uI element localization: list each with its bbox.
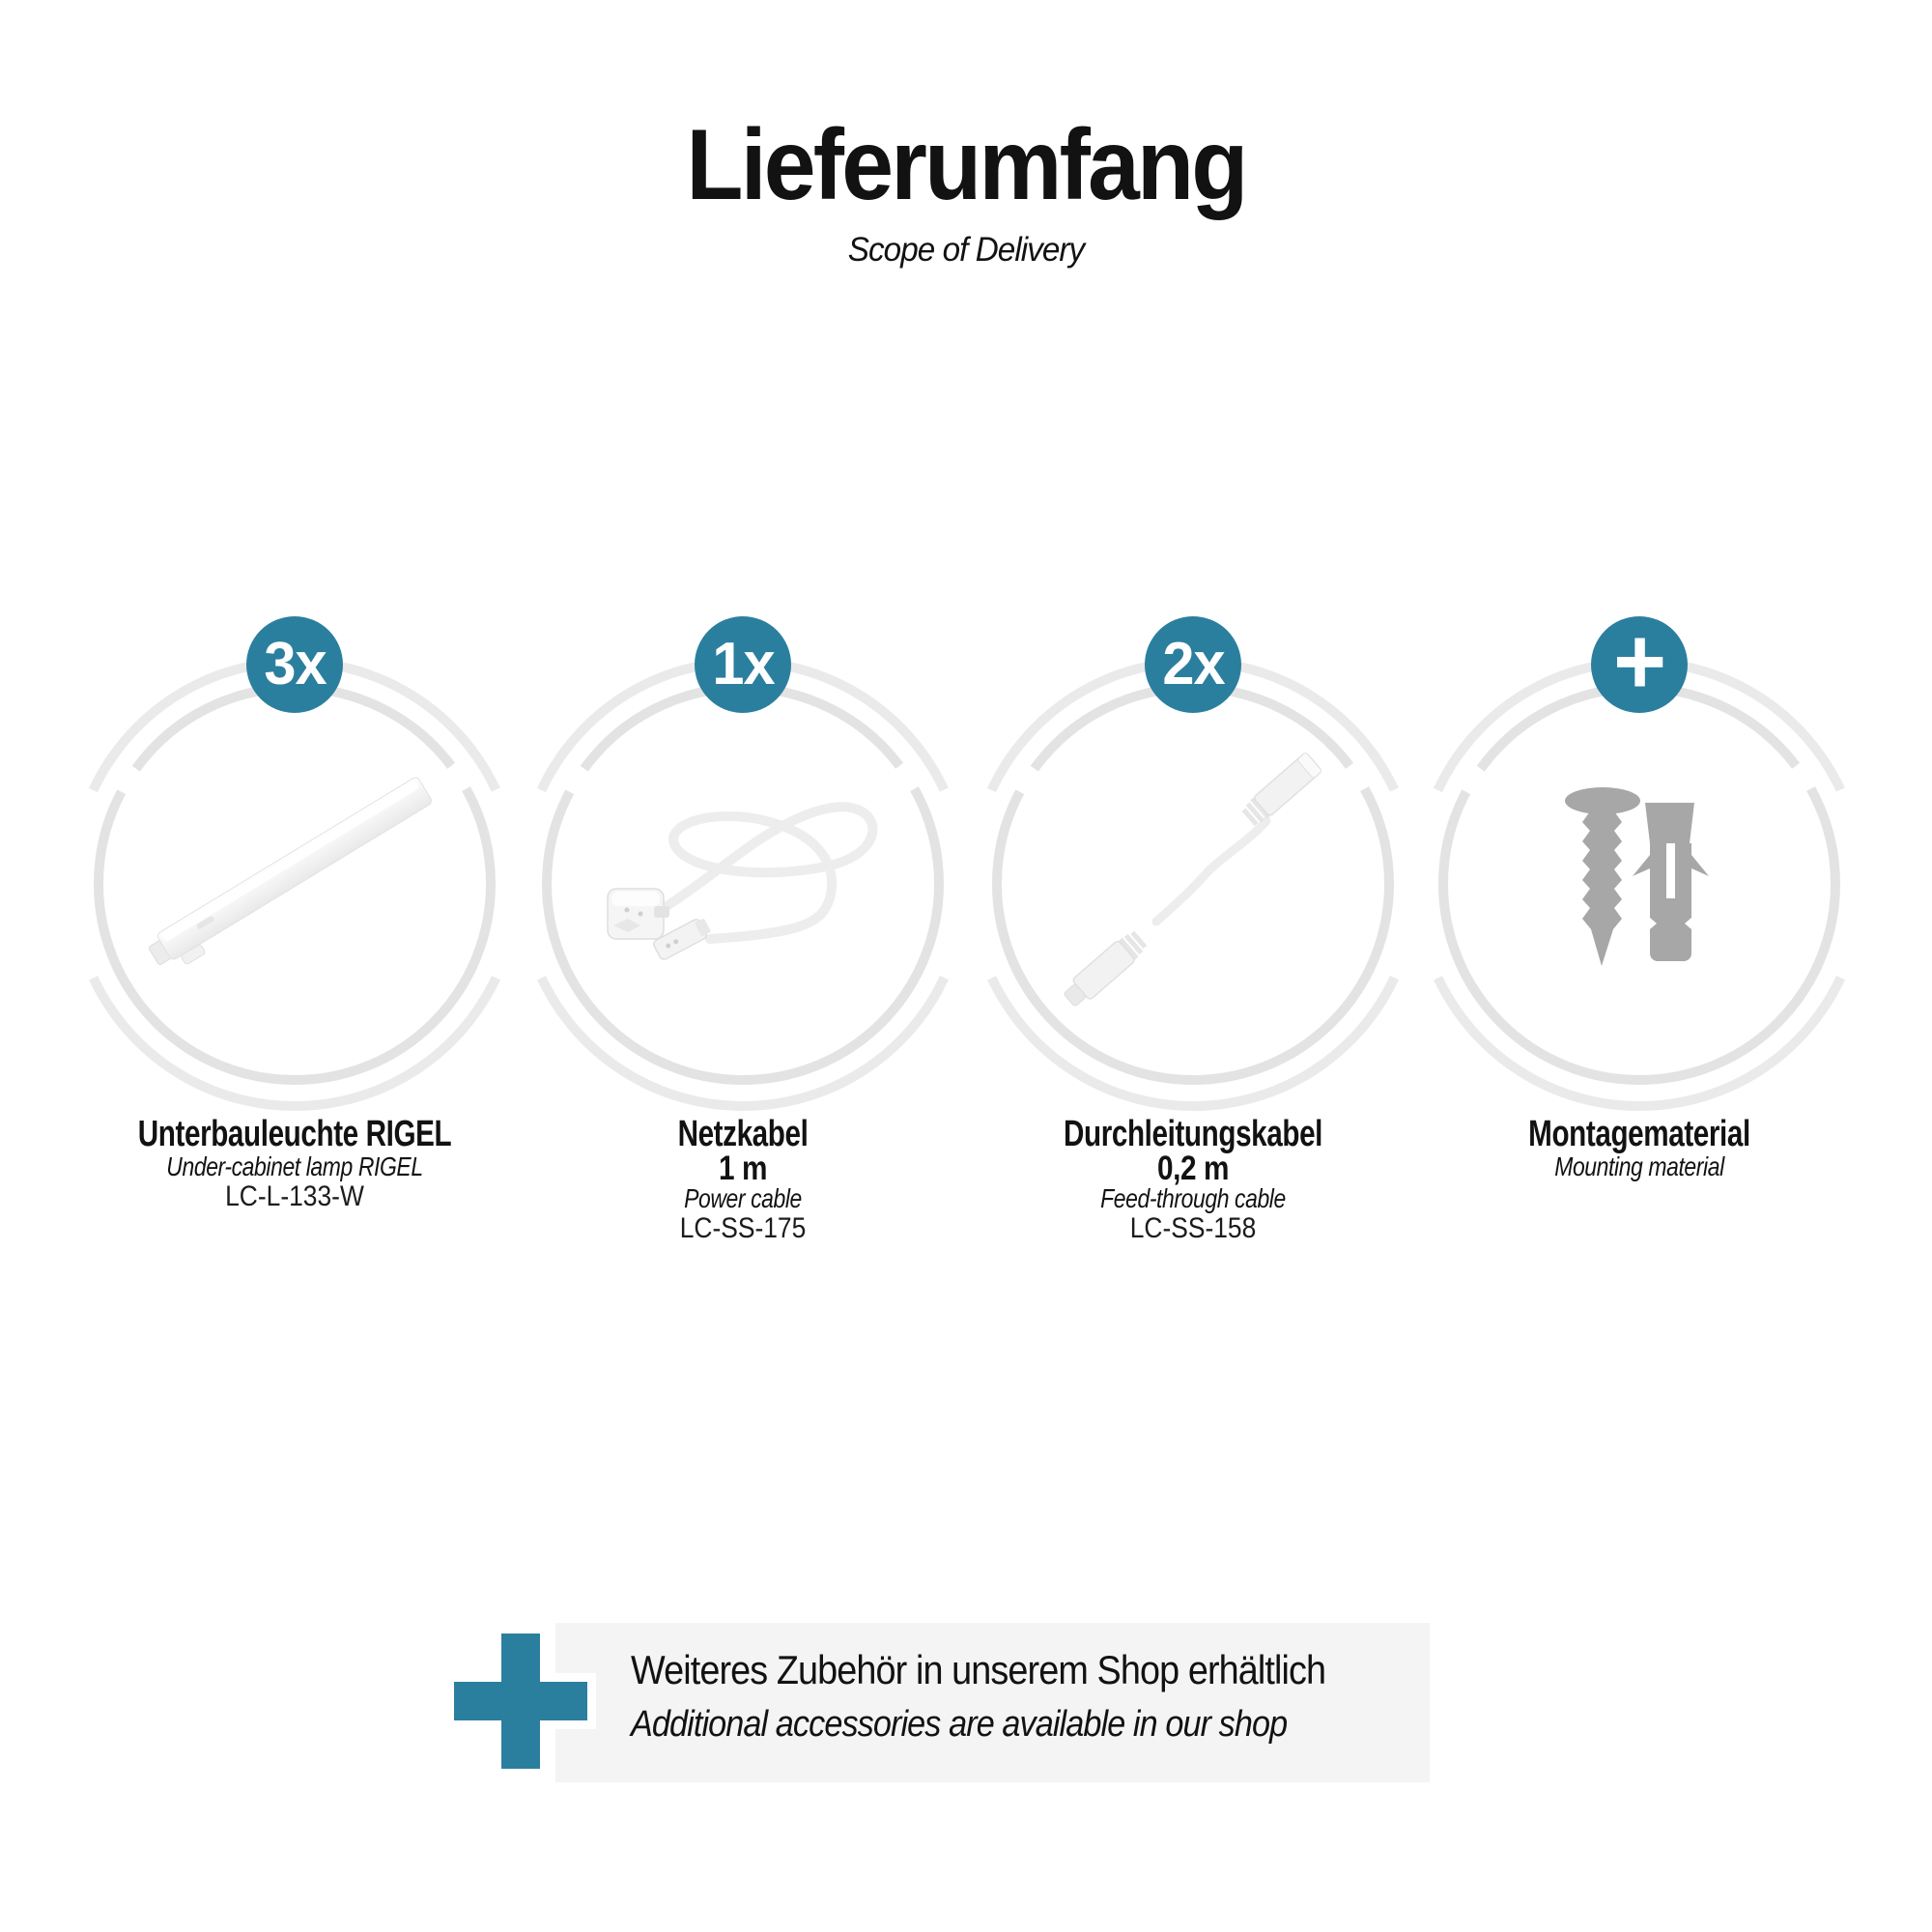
page-title: Lieferumfang — [686, 109, 1246, 221]
product-texts — [519, 1116, 967, 1244]
product-card-feed-through-cable — [969, 580, 1417, 1275]
power-cable-icon — [608, 807, 872, 961]
product-name: Montagematerial — [1528, 1114, 1750, 1154]
product-name-en: Feed-through cable — [1100, 1183, 1286, 1213]
plus-icon — [439, 1618, 603, 1782]
product-texts — [1415, 1116, 1863, 1181]
product-name: Unterbauleuchte RIGEL — [137, 1114, 452, 1154]
product-size: 1 m — [719, 1150, 767, 1187]
product-code: LC-SS-158 — [1129, 1212, 1257, 1244]
product-card-power-cable — [519, 580, 967, 1275]
plus-badge-label: + — [1612, 608, 1665, 714]
badge-label: 1x — [711, 631, 775, 697]
under-cabinet-lamp-icon — [145, 776, 439, 977]
feed-through-cable-icon — [1061, 753, 1322, 1010]
quantity-badge — [1591, 608, 1688, 714]
product-name: Durchleitungskabel — [1063, 1114, 1323, 1154]
product-card-mounting-material — [1415, 580, 1863, 1275]
product-texts — [969, 1116, 1417, 1244]
quantity-badge — [695, 616, 791, 713]
product-name-en: Power cable — [684, 1183, 802, 1213]
product-name: Netzkabel — [677, 1114, 809, 1154]
screw-and-wall-plug-icon — [1565, 787, 1709, 966]
page-subtitle: Scope of Delivery — [847, 231, 1085, 269]
quantity-badge — [1145, 616, 1241, 713]
badge-label: 3x — [263, 631, 327, 697]
product-size: 0,2 m — [1157, 1150, 1229, 1187]
accessories-text-en: Additional accessories are available in our shop — [631, 1704, 1288, 1745]
product-name-en: Under-cabinet lamp RIGEL — [166, 1151, 423, 1181]
product-code: LC-L-133-W — [225, 1180, 364, 1212]
product-name-en: Mounting material — [1554, 1151, 1724, 1181]
accessories-text-de: Weiteres Zubehör in unserem Shop erhältlich — [631, 1647, 1326, 1692]
product-code: LC-SS-175 — [679, 1212, 807, 1244]
product-texts — [71, 1116, 519, 1212]
product-card-lamp — [71, 580, 519, 1275]
quantity-badge — [246, 616, 343, 713]
badge-label: 2x — [1161, 631, 1225, 697]
accessories-bar — [555, 1623, 1430, 1782]
